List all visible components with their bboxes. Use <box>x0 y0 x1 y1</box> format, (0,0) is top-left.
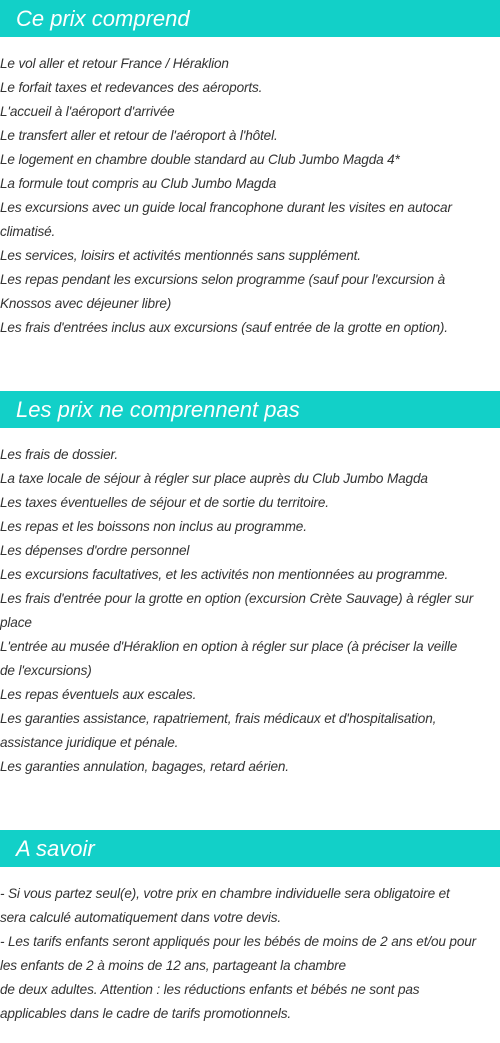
list-line: assistance juridique et pénale. <box>0 735 179 750</box>
list-line: de l'excursions) <box>0 663 92 678</box>
list-line: Knossos avec déjeuner libre) <box>0 296 172 311</box>
list-line: La formule tout compris au Club Jumbo Magda <box>0 176 277 191</box>
list-line: Les excursions facultatives, et les activités non mentionnées au programme. <box>0 567 449 582</box>
list-line: place <box>0 615 32 630</box>
list-line: Les garanties annulation, bagages, retard aérien. <box>0 759 289 774</box>
list-line: Les repas et les boissons non inclus au programme. <box>0 519 307 534</box>
list-line: Les repas pendant les excursions selon programme (sauf pour l'excursion à <box>0 272 446 287</box>
list-line: sera calculé automatiquement dans votre devis. <box>0 910 281 925</box>
list-line: Les garanties assistance, rapatriement, frais médicaux et d'hospitalisation, <box>0 711 437 726</box>
list-line: Les frais d'entrée pour la grotte en option (excursion Crète Sauvage) à régler sur <box>0 591 474 606</box>
section-title-savoir: A savoir <box>0 830 500 867</box>
list-line: Les dépenses d'ordre personnel <box>0 543 190 558</box>
excludes-list <box>0 443 500 779</box>
list-line: - Si vous partez seul(e), votre prix en chambre individuelle sera obligatoire et <box>0 886 450 901</box>
list-line: Le forfait taxes et redevances des aéroports. <box>0 80 263 95</box>
list-line: climatisé. <box>0 224 56 239</box>
list-line: - Les tarifs enfants seront appliqués pour les bébés de moins de 2 ans et/ou pour <box>0 934 477 949</box>
list-line: Les excursions avec un guide local francophone durant les visites en autocar <box>0 200 452 215</box>
list-line: Les services, loisirs et activités mentionnés sans supplément. <box>0 248 361 263</box>
section-title-includes: Ce prix comprend <box>0 0 500 37</box>
section-title-excludes: Les prix ne comprennent pas <box>0 391 500 428</box>
good-to-know-section <box>0 830 500 1026</box>
list-line: de deux adultes. Attention : les réductions enfants et bébés ne sont pas <box>0 982 420 997</box>
list-line: Les frais d'entrées inclus aux excursions (sauf entrée de la grotte en option). <box>0 320 448 335</box>
price-excludes-section <box>0 391 500 779</box>
list-line: Le transfert aller et retour de l'aéroport à l'hôtel. <box>0 128 278 143</box>
list-line: Les taxes éventuelles de séjour et de sortie du territoire. <box>0 495 329 510</box>
list-line: L'entrée au musée d'Héraklion en option à régler sur place (à préciser la veille <box>0 639 458 654</box>
list-line: Les frais de dossier. <box>0 447 118 462</box>
price-includes-section <box>0 0 500 340</box>
list-line: Les repas éventuels aux escales. <box>0 687 197 702</box>
list-line: La taxe locale de séjour à régler sur place auprès du Club Jumbo Magda <box>0 471 428 486</box>
list-line: L'accueil à l'aéroport d'arrivée <box>0 104 175 119</box>
list-line: les enfants de 2 à moins de 12 ans, partageant la chambre <box>0 958 346 973</box>
includes-list <box>0 52 500 340</box>
list-line: applicables dans le cadre de tarifs promotionnels. <box>0 1006 291 1021</box>
savoir-list <box>0 882 500 1026</box>
list-line: Le logement en chambre double standard au Club Jumbo Magda 4* <box>0 152 400 167</box>
list-line: Le vol aller et retour France / Héraklion <box>0 56 229 71</box>
